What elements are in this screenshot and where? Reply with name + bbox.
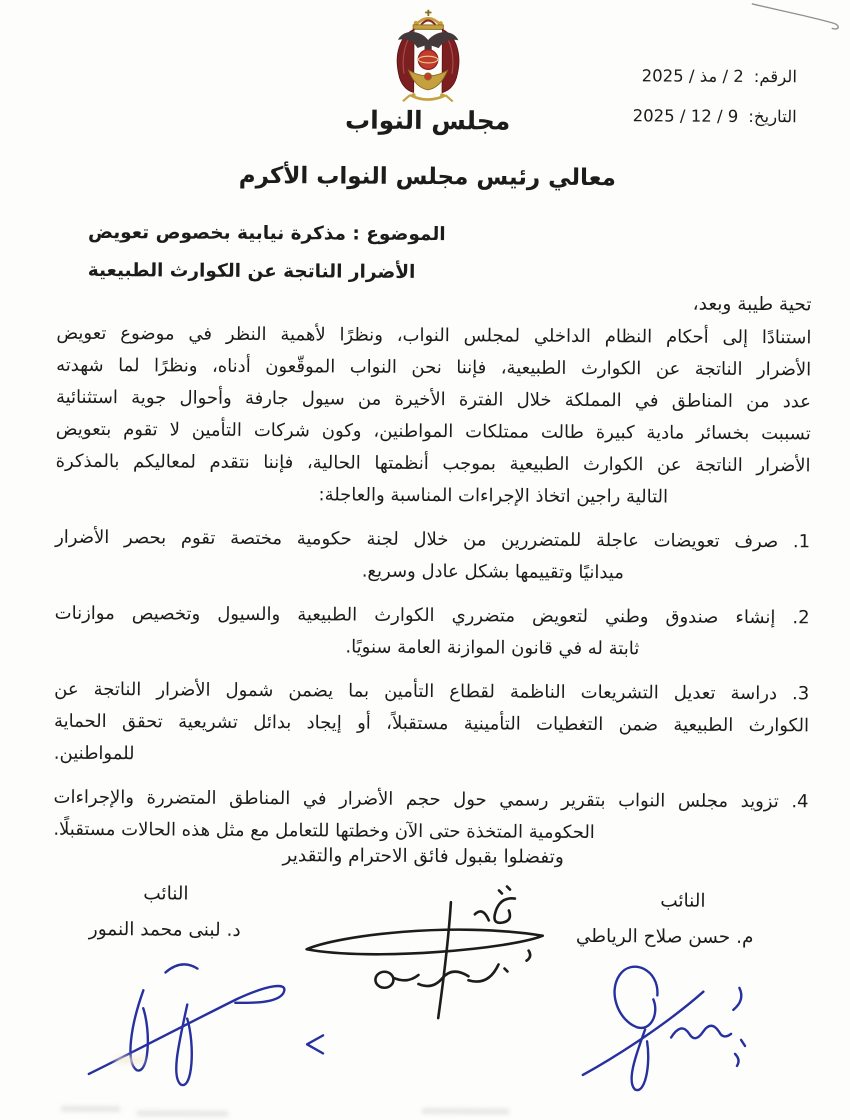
- intro-line: تسببت بخسائر مادية كبيرة طالت ممتلكات المواطنين، وكون شركات التأمين لا تقوم بتعويض: [55, 418, 811, 445]
- demand-item-2: [54, 598, 809, 667]
- document-number-value: 2 ‏/ مذ ‏/ 2025: [641, 66, 744, 86]
- subject-line-2: الأضرار الناتجة عن الكوارث الطبيعية: [87, 259, 416, 283]
- body-text: [53, 318, 811, 851]
- demand-line: 4. تزويد مجلس النواب بتقرير رسمي حول حجم الأضرار في المناطق المتضررة والإجراءات: [53, 786, 809, 813]
- demand-line: ثابتة له في قانون الموازنة العامة سنويًا.: [345, 636, 640, 660]
- signatory-right-role: النائب: [660, 890, 706, 912]
- demand-item-4: [53, 782, 808, 851]
- demand-line: الحكومية المتخذة حتى الآن وخطتها للتعامل مع مثل هذه الحالات مستقبلًا.: [53, 818, 595, 844]
- demand-item-1: [55, 522, 810, 591]
- ink-signature-right: [575, 953, 791, 1104]
- demand-item-3: [54, 674, 810, 775]
- jordan-coat-of-arms-icon: [369, 8, 488, 105]
- org-name: مجلس النواب: [344, 105, 511, 136]
- demand-line: 3. دراسة تعديل التشريعات الناظمة لقطاع التأمين بما يضمن شمول الأضرار الناتجة عن: [54, 678, 810, 705]
- signatory-left-name: د. لبنى محمد النمور: [88, 918, 241, 941]
- handwritten-signature-center: [292, 867, 563, 1024]
- subject-block: [88, 214, 518, 293]
- scan-smudge: [137, 1110, 229, 1117]
- letterhead: [3, 5, 850, 137]
- demand-line: ميدانيًا وتقييمها بشكل عادل وسريع.: [361, 560, 624, 584]
- ink-signature-left: [77, 946, 333, 1113]
- document-date-label: التاريخ:: [748, 106, 797, 127]
- greeting: تحية طيبة وبعد،: [692, 293, 812, 316]
- signatory-left-role: النائب: [143, 883, 189, 905]
- scan-smudge: [422, 1108, 510, 1115]
- intro-line: عدد من المناطق في المملكة خلال الفترة الأخيرة من سيول جارفة وأحوال جوية استثنائية: [55, 386, 812, 413]
- intro-line: الأضرار الناتجة عن الكوارث الطبيعية، فإننا نحن النواب الموقّعون أدناه، ونظرًا لما شهدته: [56, 354, 812, 381]
- intro-line: التالية راجين اتخاذ الإجراءات المناسبة والعاجلة:: [318, 484, 669, 508]
- intro-line: الأضرار الناتجة عن الكوارث الطبيعية بموجب أنظمتها الحالية، فإننا نتقدم لمعاليكم بالمذكرة: [55, 450, 811, 477]
- demand-line: 1. صرف تعويضات عاجلة للمتضررين من خلال لجنة حكومية مختصة تقوم بحصر الأضرار: [55, 526, 811, 553]
- demand-line: للمواطنين.: [53, 742, 135, 765]
- intro-paragraph: [55, 318, 811, 515]
- intro-line: استنادًا إلى أحكام النظام الداخلي لمجلس النواب، ونظرًا لأهمية النظر في موضوع تعويض: [56, 322, 812, 349]
- signatory-right-name: م. حسن صلاح الرياطي: [575, 925, 754, 949]
- demand-line: 2. إنشاء صندوق وطني لتعويض متضرري الكوارث الطبيعية والسيول وتخصيص موازنات: [54, 602, 810, 629]
- document-number-label: الرقم:: [753, 66, 798, 87]
- scan-smudge: [115, 1056, 145, 1064]
- closing-salutation: وتفضلوا بقبول فائق الاحترام والتقدير: [282, 845, 564, 868]
- subject-line-1: الموضوع : مذكرة نيابية بخصوص تعويض: [87, 221, 446, 246]
- demand-line: الكوارث الطبيعية ضمن التغطيات التأمينية مستقبلاً، أو إيجاد بدائل تشريعية تحقق الحماية: [53, 710, 810, 737]
- scan-smudge: [61, 1106, 121, 1112]
- page-title: معالي رئيس مجلس النواب الأكرم: [238, 162, 616, 192]
- document-date-value: 9 ‏/ 12 ‏/ 2025: [632, 106, 739, 126]
